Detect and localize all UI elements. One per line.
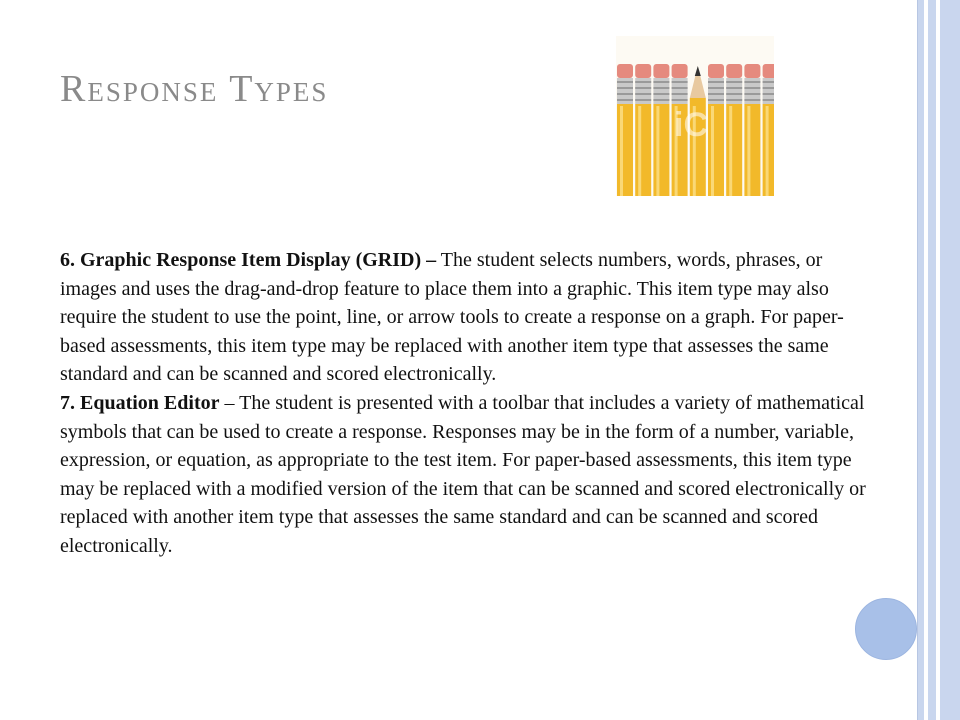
pencils-watermark: iC — [674, 106, 708, 144]
pencil — [653, 64, 669, 196]
pencil — [635, 64, 651, 196]
pencil — [726, 64, 742, 196]
item-description: – The student is presented with a toolbar that includes a variety of mathematical symbols that can be used to create a response. Responses may be in the form of a number, variable, expression, or equation, as appropriate to the test item. For paper-based assessments, this item type may be replaced with a modified version of the item that can be scanned and scored electronically or replaced with another item type that assesses the same standard and can be scanned and scored electronically. — [60, 391, 866, 557]
slide-body — [60, 246, 875, 561]
pencil — [617, 64, 633, 196]
decorative-stripe — [928, 0, 936, 720]
pencil — [744, 64, 760, 196]
decorative-circle — [855, 598, 917, 660]
pencils-illustration — [616, 36, 774, 196]
decorative-stripe — [940, 0, 960, 720]
item-grid — [60, 246, 875, 389]
item-heading: 6. Graphic Response Item Display (GRID) – — [60, 249, 437, 271]
slide-title: Response Types — [60, 68, 329, 111]
item-equation-editor — [60, 389, 875, 561]
pencil — [708, 64, 724, 196]
pencils-image — [616, 36, 774, 196]
item-description: The student selects numbers, words, phrases, or images and uses the drag-and-drop feature to place them into a graphic. This item type may also require the student to use the point, line, or arrow tools to create a response on a graph. For paper-based assessments, this item type may be replaced with another item type that assesses the same standard and can be scanned and scored electronically. — [60, 249, 844, 386]
item-heading: 7. Equation Editor — [60, 391, 220, 414]
pencil — [763, 64, 774, 196]
